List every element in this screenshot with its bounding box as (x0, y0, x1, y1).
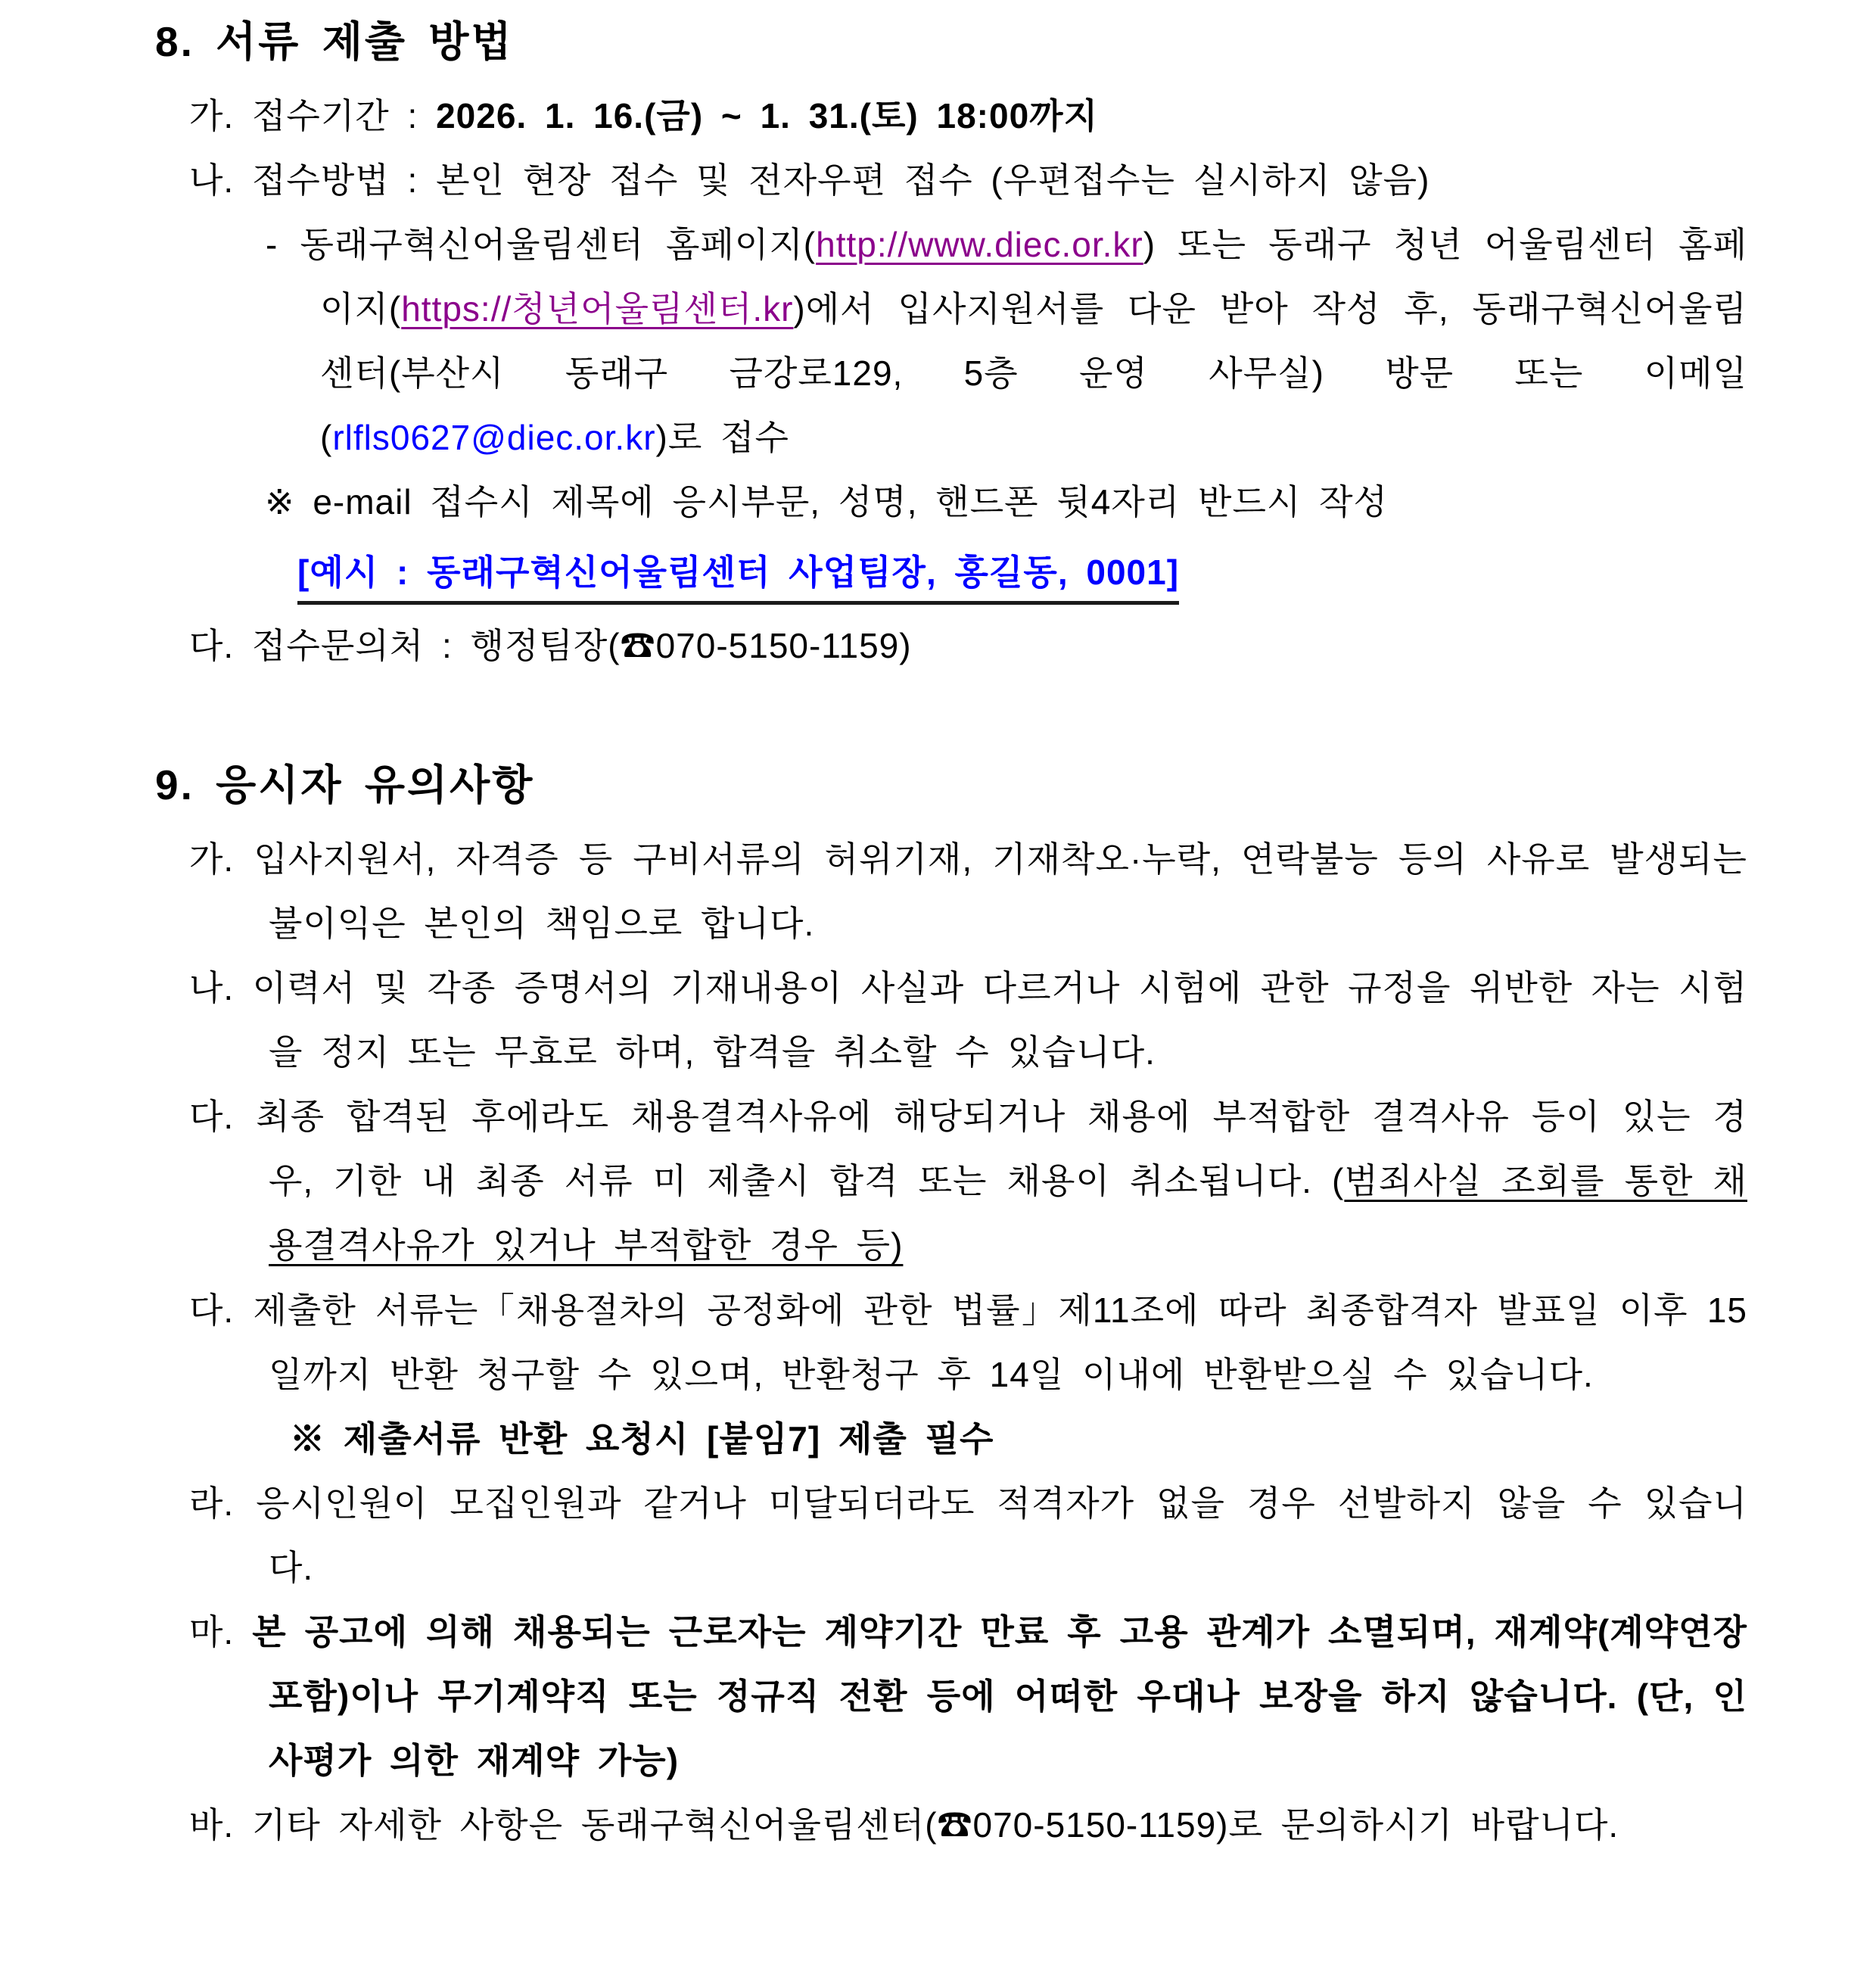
inquiry-phone-number: 070-5150-1159 (972, 1805, 1217, 1845)
sec9-item-false-statement (155, 827, 1747, 956)
email-submission-note: ※ e-mail 접수시 제목에 응시부문, 성명, 핸드폰 뒷4자리 반드시 작성 (265, 482, 1388, 522)
contact-suffix: ) (899, 626, 912, 666)
sec8-dash-item-homepage (155, 213, 1747, 470)
section8-title: 8. 서류 제출 방법 (155, 18, 514, 65)
youth-center-homepage-link[interactable]: https://청년어울림센터.kr (401, 288, 794, 328)
homepage-text-4: )로 접수 (655, 417, 789, 457)
email-title-example-line (155, 540, 1747, 605)
sec9-item-other-inquiry (155, 1793, 1747, 1857)
phone-icon: ☎ (620, 626, 656, 666)
sec9-item-disqualification (155, 1085, 1747, 1278)
reception-period-prefix: 접수기간 : (252, 95, 418, 135)
item-label: 나. (189, 160, 235, 200)
document-return-text: 제출한 서류는「채용절차의 공정화에 관한 법률」제11조에 따라 최종합격자 발표일 이후 15일까지 반환 청구할 수 있으며, 반환청구 후 14일 이내에 반환받으실 수 있습니다. (253, 1290, 1748, 1394)
item-label: 바. (189, 1805, 235, 1845)
email-title-example: [예시 : 동래구혁신어울림센터 사업팀장, 홍길동, 0001] (297, 547, 1179, 605)
item-label: 라. (189, 1483, 235, 1523)
other-inquiry-prefix: 기타 자세한 사항은 동래구혁신어울림센터( (252, 1805, 938, 1845)
dash-bullet: - (266, 224, 278, 264)
reception-method-text: 접수방법 : 본인 현장 접수 및 전자우편 접수 (우편접수는 실시하지 않음) (252, 160, 1430, 200)
invalid-exam-text: 이력서 및 각종 증명서의 기재내용이 사실과 다르거나 시험에 관한 규정을 위반한 자는 시험을 정지 또는 무효로 하며, 합격을 취소할 수 있습니다. (252, 968, 1747, 1073)
sec8-item-reception-method (155, 148, 1747, 213)
submission-email-link[interactable]: rlfls0627@diec.or.kr (332, 417, 656, 457)
disqualification-underlined: 범죄사실 조회를 통한 채용결격사유가 있거나 부적합한 경우 등) (269, 1161, 1747, 1266)
sec9-item-document-return (155, 1278, 1747, 1407)
disqualification-text: 최종 합격된 후에라도 채용결격사유에 해당되거나 채용에 부적합한 결격사유 등이 있는 경우, 기한 내 최종 서류 미 제출시 합격 또는 채용이 취소됩니다. ( (256, 1097, 1747, 1201)
reception-period-dates: 2026. 1. 16.(금) ~ 1. 31.(토) 18:00까지 (436, 95, 1099, 135)
sec9-item-contract-end (155, 1600, 1747, 1793)
section9-title: 9. 응시자 유의사항 (155, 761, 535, 809)
sec8-item-contact (155, 614, 1747, 678)
phone-icon: ☎ (937, 1805, 973, 1845)
sec8-item-reception-period (155, 84, 1747, 148)
sec9-item-no-selection (155, 1471, 1747, 1600)
diec-homepage-link[interactable]: http://www.diec.or.kr (816, 224, 1143, 264)
no-selection-text: 응시인원이 모집인원과 같거나 미달되더라도 적격자가 없을 경우 선발하지 않을 수 있습니다. (256, 1483, 1747, 1587)
item-label: 가. (189, 95, 235, 135)
item-label: 마. (189, 1611, 235, 1652)
homepage-text-3: )에서 입사지원서를 다운 받아 작성 후, 동래구혁신어울림센터(부산시 동래구 금강로129, 5층 운영 사무실) 방문 또는 이메일( (320, 288, 1747, 457)
other-inquiry-suffix: )로 문의하시기 바랍니다. (1216, 1805, 1619, 1845)
contact-prefix: 접수문의처 : 행정팀장( (252, 626, 621, 666)
false-statement-text: 입사지원서, 자격증 등 구비서류의 허위기재, 기재착오·누락, 연락불능 등의 사유로 발생되는 불이익은 본인의 책임으로 합니다. (254, 839, 1747, 943)
homepage-text-2: ) 또는 동래구 청년 어울림센터 홈페이지( (320, 224, 1748, 328)
homepage-text-1: 동래구혁신어울림센터 홈페이지( (300, 224, 817, 264)
item-label: 다. (189, 626, 235, 666)
contact-phone-number: 070-5150-1159 (655, 626, 900, 666)
item-label: 다. (189, 1097, 235, 1137)
return-request-note: ※ 제출서류 반환 요청시 [붙임7] 제출 필수 (290, 1418, 994, 1459)
item-label: 나. (189, 968, 235, 1008)
contract-end-text: 본 공고에 의해 채용되는 근로자는 계약기간 만료 후 고용 관계가 소멸되며, 재계약(계약연장 포함)이나 무기계약직 또는 정규직 전환 등에 어떠한 우대나 보장을 하지 않습니다. (단, 인사평가 의한 재계약 가능) (252, 1611, 1747, 1781)
item-label: 다. (189, 1290, 235, 1330)
sec9-item-invalid-exam (155, 956, 1747, 1085)
item-label: 가. (189, 839, 235, 879)
